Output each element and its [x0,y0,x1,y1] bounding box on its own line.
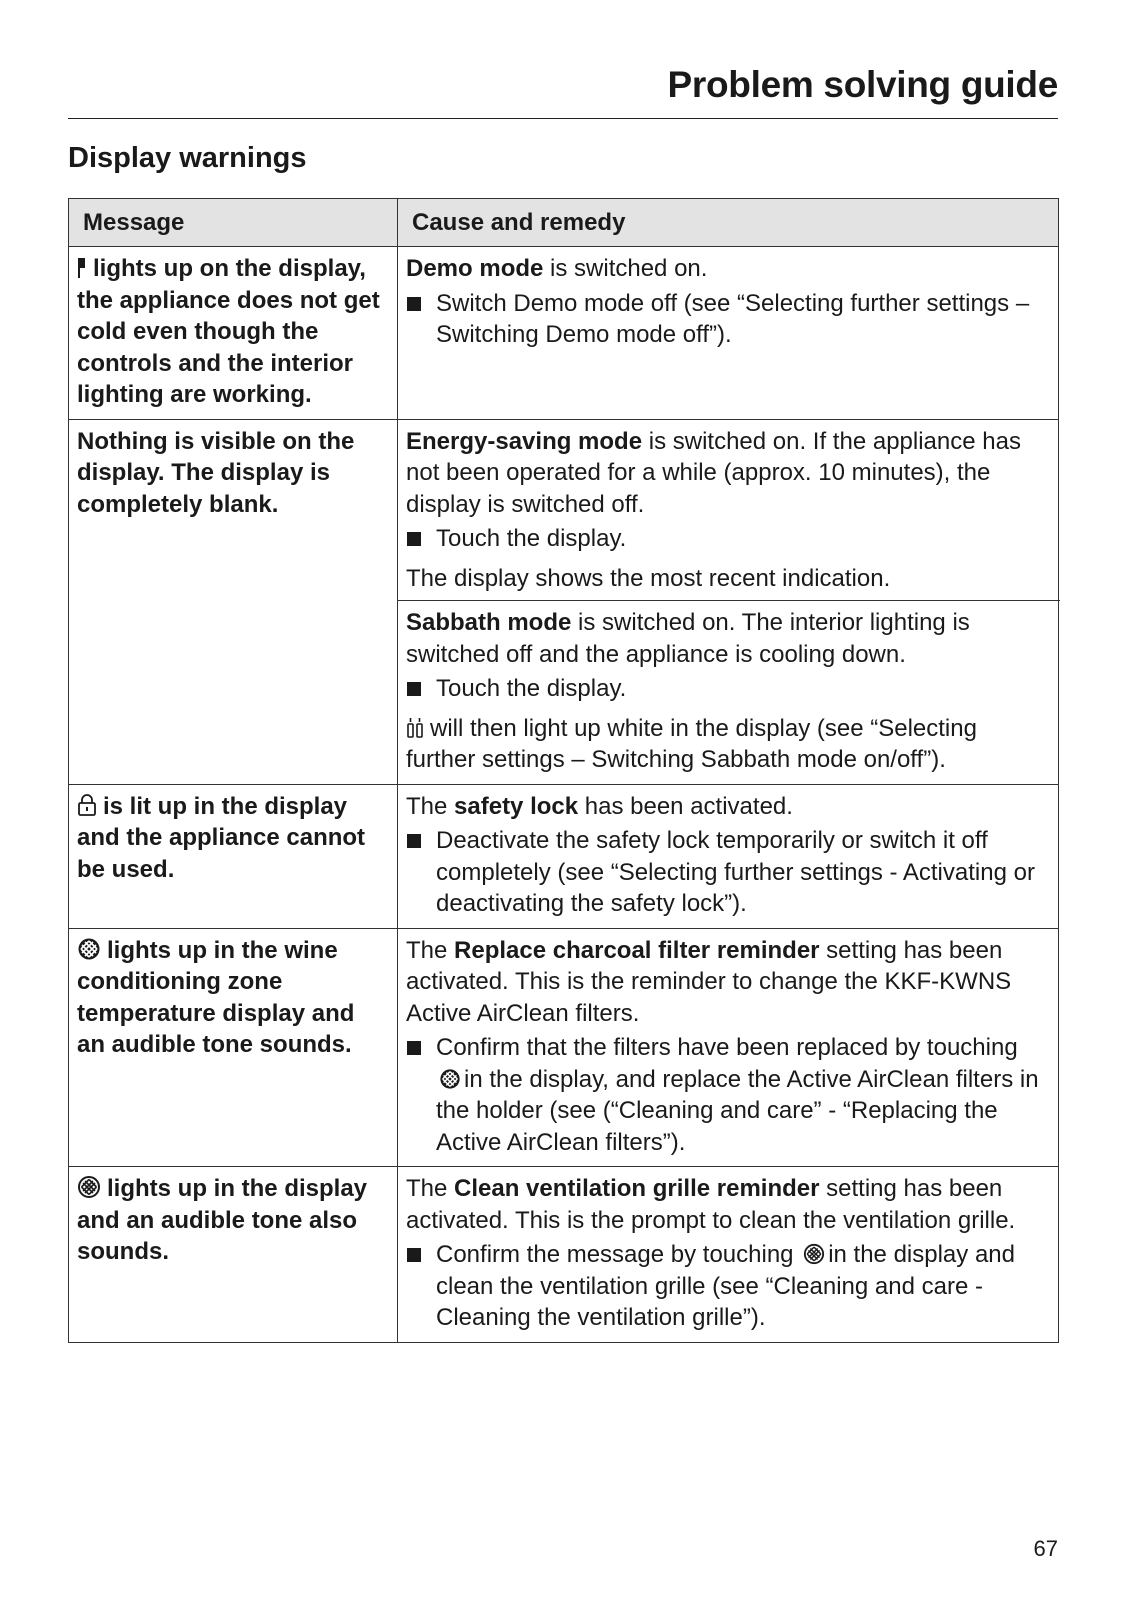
cause-cell [398,247,1059,420]
message-text: lights up on the display, the appliance does not get cold even though the controls and the interior lighting are working. [77,255,380,408]
remedy-step [406,825,1050,920]
result-text [406,713,1050,776]
page-title: Problem solving guide [667,64,1058,105]
remedy-step [406,1032,1050,1158]
message-text: lights up in the display and an audible tone also sounds. [77,1175,368,1265]
bullet-square [407,532,421,546]
section-title: Display warnings [68,142,307,174]
message-cell [69,419,398,784]
cause-cell [398,1167,1059,1343]
bullet-square [407,297,421,311]
remedy-step [406,673,1050,705]
step-text-start: Confirm the message by touching [436,1241,794,1268]
cause-bold: Demo mode [406,255,544,282]
cause-block-sabbath [397,601,1060,776]
bullet-square [407,682,421,696]
bullet-square [407,1041,421,1055]
cause-bold: Clean ventilation grille reminder [454,1175,820,1202]
cause-prefix: The [406,792,455,820]
message-text: Nothing is visible on the display. The display is completely blank. [77,427,355,518]
cause-text: setting has been activated. This is the prompt to clean the ventilation grille. [406,1175,1016,1234]
sabbath-mode-icon [406,717,424,739]
cause-bold: Sabbath mode [406,609,572,636]
remedy-step [406,523,1050,555]
step-text: Touch the display. [436,525,627,552]
cause-text: is switched on. If the appliance has not been operated for a while (approx. 10 minutes), the display is switched off. [406,427,1021,518]
step-text-end: in the display and clean the ventilation grille (see “Cleaning and care - Cleaning the ventilation grille”). [436,1241,1015,1331]
cause-bold: safety lock [454,792,579,820]
result-text: The display shows the most recent indication. [406,564,891,592]
cause-cell [398,419,1059,784]
charcoal-filter-icon [77,937,101,961]
lock-icon [77,793,97,817]
cause-text: is switched on. The interior lighting is switched off and the appliance is cooling down. [406,609,970,668]
display-warnings-table [68,198,1059,1343]
step-text-end: in the display, and replace the Active AirClean filters in the holder (see (“Cleaning and care” - “Replacing the Active AirClean filters”). [436,1065,1039,1156]
message-cell [69,784,398,928]
demo-mode-icon [77,257,87,279]
bullet-square [407,834,421,848]
charcoal-filter-icon [439,1068,461,1090]
cause-cell [398,784,1059,928]
table-row [69,1167,1059,1343]
page-header [68,60,1058,119]
cause-text: setting has been activated. This is the reminder to change the KKF-KWNS Active AirClean filters. [406,936,1012,1027]
table-row [69,247,1059,420]
cause-cell [398,928,1059,1167]
message-cell [69,1167,398,1343]
column-header-message: Message [69,199,398,247]
cause-bold: Replace charcoal filter reminder [454,936,820,964]
column-header-cause: Cause and remedy [398,199,1059,247]
cause-bold: Energy-saving mode [406,427,643,455]
table-header-row [69,199,1059,247]
step-text: Switch Demo mode off (see “Selecting further settings – Switching Demo mode off”). [436,289,1030,348]
step-text: Touch the display. [436,675,627,702]
bullet-square [407,1248,421,1262]
message-cell [69,928,398,1167]
message-text: lights up in the wine conditioning zone temperature display and an audible tone sounds. [77,936,355,1058]
cause-text: is switched on. [543,255,708,282]
table-row [69,784,1059,928]
cause-text: has been activated. [578,792,793,820]
table-row [69,419,1059,784]
page-number: 67 [1033,1536,1058,1561]
table-row [69,928,1059,1167]
message-text: is lit up in the display and the appliance cannot be used. [77,792,366,883]
remedy-step [406,288,1050,351]
step-text: Deactivate the safety lock temporarily or switch it off completely (see “Selecting further settings - Activating or deactivating the safety lock”). [436,827,1035,917]
remedy-step [406,1239,1050,1334]
cause-prefix: The [406,1175,455,1202]
step-text-start: Confirm that the filters have been replaced by touching [436,1034,1018,1061]
cause-prefix: The [406,936,455,964]
result-text-content: will then light up white in the display (see “Selecting further settings – Switching Sabbath mode on/off”). [406,714,977,773]
ventilation-grille-icon [77,1175,101,1199]
message-cell [69,247,398,420]
ventilation-grille-icon [803,1243,825,1265]
cause-block-energy-saving [397,426,1060,602]
